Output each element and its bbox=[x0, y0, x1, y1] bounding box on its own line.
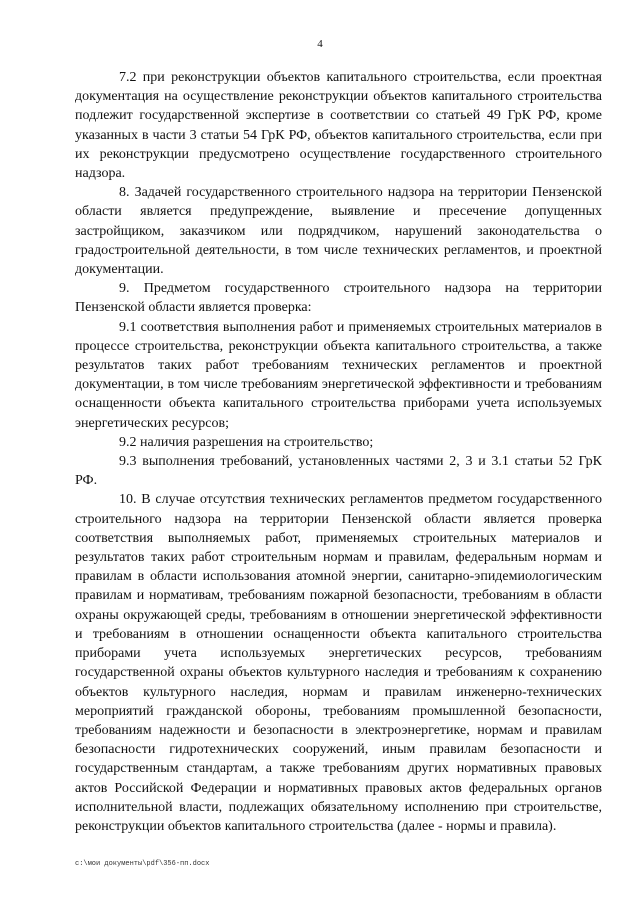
paragraph-9-1: 9.1 соответствия выполнения работ и применяемых строительных материалов в процессе строительства, реконструкции объекта капитального строительства, а также результатов таких работ требованиям технических регламентов и проектной документации, в том числе требованиям энергетической эффективности и требованиям оснащенности объекта капитального строительства приборами учета используемых энергетических ресурсов; bbox=[75, 319, 602, 431]
footer-file-path: c:\мои документы\pdf\356-пп.docx bbox=[75, 860, 210, 868]
paragraph-7-2: 7.2 при реконструкции объектов капитального строительства, если проектная документация на осуществление реконструкции объектов капитального строительства подлежит государственной экспертизе в соответствии со статьей 49 ГрК РФ, кроме указанных в части 3 статьи 54 ГрК РФ, объектов капитального строительства, если при их реконструкции предусмотрено осуществление государственного строительного надзора. bbox=[75, 70, 602, 182]
paragraph-9-3: 9.3 выполнения требований, установленных частями 2, 3 и 3.1 статьи 52 ГрК РФ. bbox=[75, 454, 602, 489]
paragraph-9: 9. Предметом государственного строительного надзора на территории Пензенской области является проверка: bbox=[75, 281, 602, 316]
paragraph-10: 10. В случае отсутствия технических регламентов предметом государственного строительного надзора на территории Пензенской области является проверка соответствия выполняемых работ, применяемых строительных материалов и результатов таких работ строительным нормам и правилам, федеральным нормам и правилам в области использования атомной энергии, санитарно-эпидемиологическим правилам и нормативам, требованиям пожарной безопасности, требованиям в области охраны окружающей среды, требованиям в отношении энергетической эффективности и требованиям в отношении оснащенности объекта капитального строительства приборами учета используемых энергетических ресурсов, требованиям государственной охраны объектов культурного наследия и требованиям к сохранению объектов культурного наследия, нормам и правилам инженерно-технических мероприятий гражданской обороны, требованиям промышленной безопасности, требованиям надежности и безопасности в электроэнергетике, нормам и правилам безопасности гидротехнических сооружений, иным правилам безопасности и государственным стандартам, а также требованиям других нормативных правовых актов Российской Федерации и нормативных правовых актов федеральных органов исполнительной власти, подлежащих обязательному исполнению при строительстве, реконструкции объектов капитального строительства (далее - нормы и правила). bbox=[75, 492, 602, 834]
paragraph-8: 8. Задачей государственного строительного надзора на территории Пензенской области является предупреждение, выявление и пресечение допущенных застройщиком, заказчиком или подрядчиком, нарушений законодательства о градостроительной деятельности, в том числе технических регламентов, и проектной документации. bbox=[75, 185, 602, 278]
paragraph-9-2: 9.2 наличия разрешения на строительство; bbox=[119, 434, 374, 450]
document-body bbox=[75, 68, 602, 836]
page-number: 4 bbox=[317, 38, 323, 50]
